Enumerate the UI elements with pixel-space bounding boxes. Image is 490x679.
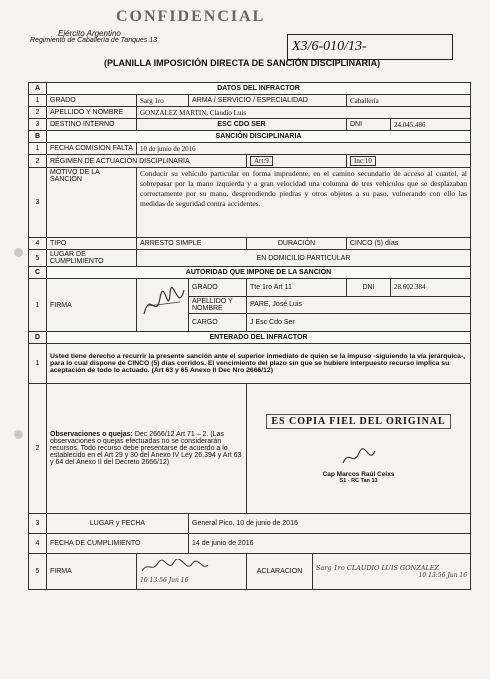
row-number: 3 [29, 119, 47, 131]
aclaracion-cell [313, 554, 471, 590]
autoridad-dni-label: DNI [347, 279, 391, 297]
inc-value: Inc:10 [350, 156, 376, 166]
autoridad-apellido-value: PARE, José Luis [247, 296, 471, 314]
inc-cell [347, 155, 471, 168]
arma-value: Caballería [347, 95, 471, 107]
observaciones-title: Observaciones o quejas: [50, 431, 133, 438]
copy-stamp: ES COPIA FIEL DEL ORIGINAL [266, 414, 450, 429]
art-cell [247, 155, 347, 168]
row-number: 4 [29, 238, 47, 250]
observaciones-text: Dec 2666/12 Art 71 – 2. (Las observaciones o quejas efectuadas no se considerarán recursos. Todo recurso debe presentarse de acuerdo a lo establecido en el Art 29 y 30 del Anexo IV Ley 26.394 y Art 63 y 64 del Anexo II del Decreto 2666/12) [50, 431, 242, 466]
apellido-label: APELLIDO Y NOMBRE [47, 107, 137, 119]
derecho-recurso-text: Usted tiene derecho a recurrir la presente sanción ante el superior inmediato de quien se la impuso -siguiendo la vía jerárquica-, para lo cual dispone de CINCO (5) días corridos. El vencimiento del plazo sin que se hubiere interpuesto recurso implica su aceptación de todo lo actuado. (Art 63 y 65 Anexo II Dec Nro 2666/12) [47, 344, 471, 384]
row-number: 1 [29, 344, 47, 384]
section-a-title: DATOS DEL INFRACTOR [47, 83, 471, 95]
autoridad-grado-label: GRADO [189, 279, 247, 297]
lugar-fecha-value: General Pico, 10 de junio de 2016 [189, 514, 471, 534]
row-number: 2 [29, 384, 47, 514]
row-number: 5 [29, 554, 47, 590]
section-d-title: ENTERADO DEL INFRACTOR [47, 332, 471, 344]
copy-stamp-cell [247, 384, 471, 514]
stamp-unit: S1 - RC Tan 13 [339, 477, 378, 484]
row-number: 1 [29, 95, 47, 107]
row-number: 2 [29, 107, 47, 119]
destino-label: DESTINO INTERNO [47, 119, 137, 131]
signature-scribble [140, 559, 210, 575]
dni-label: DNI [347, 119, 391, 131]
tipo-value: ARRESTO SIMPLE [137, 238, 247, 250]
row-number: 2 [29, 155, 47, 168]
dni-value: 24.045.486 [391, 119, 471, 131]
fecha-cumplimiento-value: 14 de junio de 2016 [189, 534, 471, 554]
regimen-label: RÉGIMEN DE ACTUACIÓN DISCIPLINARIA [47, 155, 247, 168]
fecha-cumplimiento-label: FECHA DE CUMPLIMIENTO [47, 534, 189, 554]
fecha-falta-value: 10 de junio de 2016 [137, 143, 471, 155]
autoridad-dni-value: 28.602.384 [391, 279, 471, 297]
motivo-value: Conducir su vehículo particular en forma imprudente, en el camino secundario de acceso al cuartel, al sobrepasar por la mano izquierda y a gran velocidad una columna de tres vehículos que se desplazaban correctamente por su mano, desprendiendo piedras y otros objetos a su paso, vulnerando con ello las medidas de seguridad contra accidentes. [137, 168, 471, 238]
row-number: 3 [29, 514, 47, 534]
org-line-1: Ejército Argentino [58, 29, 121, 38]
grado-value: Sarg 1ro [137, 95, 189, 107]
section-c-letter: C [29, 267, 47, 279]
stamp-name: Cap Marcos Raúl Ceixs [322, 470, 395, 478]
page-title: (PLANILLA IMPOSICIÓN DIRECTA DE SANCIÓN DISCIPLINARIA) [104, 58, 381, 68]
aclaracion-note: 10 13:56 Jun 16 [418, 572, 468, 579]
destino-value: ESC CDO SER [137, 119, 347, 131]
section-a-letter: A [29, 83, 47, 95]
firma-note: 10 13:56 Jun 16 [140, 577, 189, 584]
lugar-fecha-label: LUGAR y FECHA [47, 514, 189, 534]
confidential-mark: CONFIDENCIAL [116, 8, 266, 25]
row-number: 1 [29, 279, 47, 332]
section-d-letter: D [29, 332, 47, 344]
section-b-title: SANCIÓN DISCIPLINARIA [47, 131, 471, 143]
apellido-value: GONZALEZ MARTIN, Claudio Luis [137, 107, 471, 119]
fecha-falta-label: FECHA COMISION FALTA [47, 143, 137, 155]
autoridad-firma-label: FIRMA [47, 279, 137, 332]
duracion-label: DURACIÓN [247, 238, 347, 250]
autoridad-apellido-label: APELLIDO Y NOMBRE [189, 296, 247, 314]
row-number: 4 [29, 534, 47, 554]
tipo-label: TIPO [47, 238, 137, 250]
art-value: Art:9 [250, 156, 273, 166]
section-c-title: AUTORIDAD QUE IMPONE DE LA SANCIÓN [47, 267, 471, 279]
signature-scribble [140, 280, 188, 328]
lugar-cumplimiento-label: LUGAR DE CUMPLIMIENTO [47, 250, 137, 267]
lugar-cumplimiento-value: EN DOMICILIO PARTICULAR [137, 250, 471, 267]
autoridad-grado-value: Tte 1ro Art 11 [247, 279, 347, 297]
autoridad-signature [137, 279, 189, 332]
infractor-firma-label: FIRMA [47, 554, 137, 590]
punch-hole [14, 248, 23, 257]
infractor-signature [137, 554, 247, 590]
autoridad-cargo-value: J Esc Cdo Ser [247, 314, 471, 332]
form-table [28, 82, 471, 590]
org-line-2: Regimiento de Caballería de Tanques 13 [30, 37, 157, 44]
row-number: 3 [29, 168, 47, 238]
grado-label: GRADO [47, 95, 137, 107]
aclaracion-label: ACLARACION [247, 554, 313, 590]
reference-number: X3/6-010/13- [287, 34, 453, 60]
arma-label: ARMA / SERVICIO / ESPECIALIDAD [189, 95, 347, 107]
aclaracion-value: Sarg 1ro CLAUDIO LUIS GONZALEZ [316, 564, 440, 572]
section-b-letter: B [29, 131, 47, 143]
stamp-signature [339, 447, 379, 469]
row-number: 1 [29, 143, 47, 155]
duracion-value: CINCO (5) días [347, 238, 471, 250]
motivo-label: MOTIVO DE LA SANCIÓN [47, 168, 137, 238]
row-number: 5 [29, 250, 47, 267]
autoridad-cargo-label: CARGO [189, 314, 247, 332]
punch-hole [14, 430, 23, 439]
observaciones-cell [47, 384, 247, 514]
